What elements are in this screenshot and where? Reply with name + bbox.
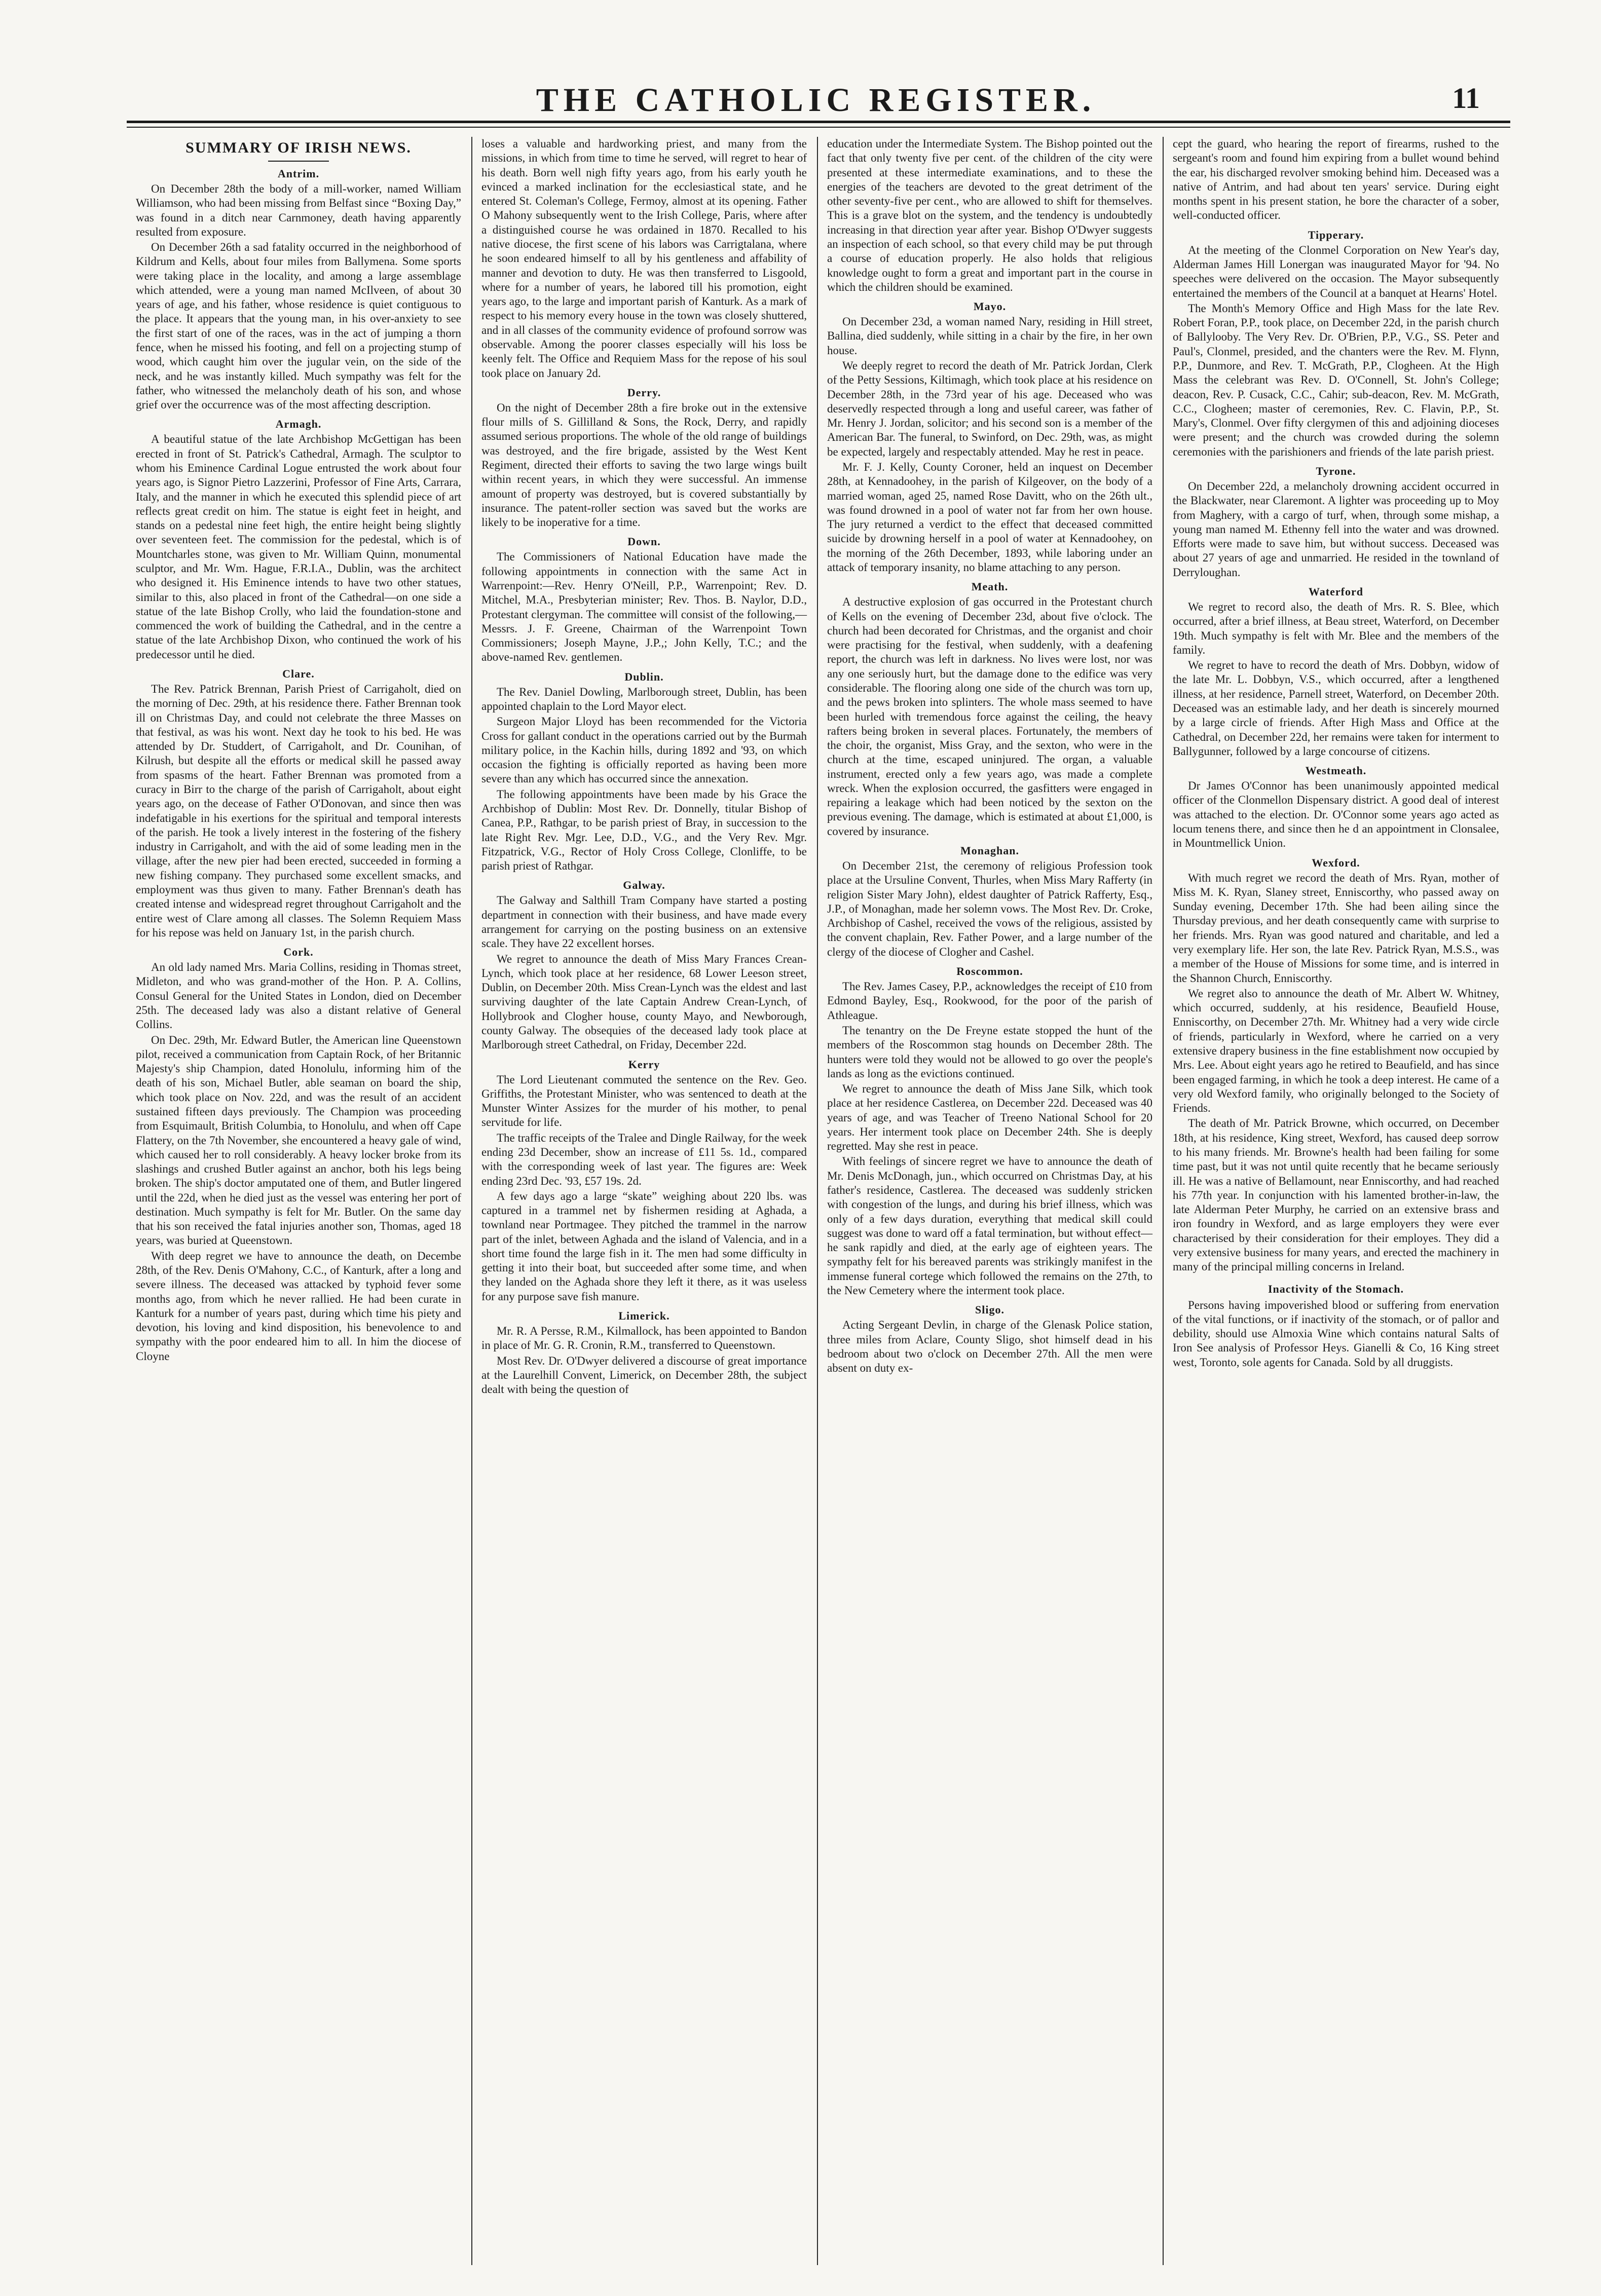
masthead-rule xyxy=(127,121,1510,123)
county-heading: Roscommon. xyxy=(956,965,1023,978)
news-paragraph: On Dec. 29th, Mr. Edward Butler, the American line Queenstown pilot, received a communication from Captain Rock, of her Britannic Majesty's ship Champion, dated Honolulu, informing him of the death of his son, Michael Butler, able seaman on board the ship, which took place on Nov. 22d, and was the result of an accident sustained fifteen days previously. The Champion was proceeding from Esquimault, British Columbia, to Honolulu, and when off Cape Flattery, on the 7th November, she encountered a heavy gale of wind, which caused her to roll considerably. A heavy locker broke from its slashings and crushed Butler against an anchor, both his legs being broken. The ship's doctor amputated one of them, and Butler lingered until the 22d, when he died just as the vessel was entering her port of destination. Much sympathy is felt for Mr. Butler. On the same day that his son received the fatal injuries another son, Thomas, aged 18 years, was buried at Queenstown. xyxy=(136,1033,461,1247)
county-heading: Wexford. xyxy=(1312,856,1360,869)
news-paragraph: The Lord Lieutenant commuted the sentence on the Rev. Geo. Griffiths, the Protestant Minister, who was sentenced to death at the Munster Winter Assizes for the murder of his mother, to penal servitude for life. xyxy=(481,1073,807,1129)
news-paragraph: The Commissioners of National Education have made the following appointments in connection with the same Act in Warrenpoint:—Rev. Henry O'Neill, P.P., Warrenpoint; Rev. D. Mitchel, M.A., Presbyterian minister; Rev. Thos. B. Naylor, D.D., Protestant clergyman. The committee will consist of the following,—Messrs. J. F. Greene, Chairman of the Warrenpoint Town Commissioners; Joseph Mayne, J.P.,; John Kelly, T.C.; and the above-named Rev. gentlemen. xyxy=(481,550,807,664)
news-paragraph: Mr. R. A Persse, R.M., Kilmallock, has been appointed to Bandon in place of Mr. G. R. Cronin, R.M., transferred to Queenstown. xyxy=(481,1325,807,1352)
news-paragraph: cept the guard, who hearing the report of firearms, rushed to the sergeant's room and found him expiring from a bullet wound behind the ear, his discharged revolver smoking behind him. Deceased was a native of Antrim, and had about ten years' service. During eight months spent in his present station, he bore the character of a sober, well-conducted officer. xyxy=(1173,137,1499,222)
column-2 xyxy=(472,137,818,2265)
news-paragraph: Most Rev. Dr. O'Dwyer delivered a discourse of great importance at the Laurelhill Convent, Limerick, on December 28th, the subject dealt with being the question of xyxy=(481,1354,807,1396)
news-paragraph: With much regret we record the death of Mrs. Ryan, mother of Miss M. K. Ryan, Slaney street, Enniscorthy, who passed away on Sunday evening, December 17th. She had been ailing since the Thursday previous, and her death consequently came with surprise to her friends. Mrs. Ryan was good natured and charitable, and led a very exemplary life. Her son, the late Rev. Patrick Ryan, M.S.S., was a member of the House of Missions for some time, and is interred in the Shannon Church, Enniscorthy. xyxy=(1173,871,1499,985)
county-section-cork xyxy=(136,945,461,1364)
news-paragraph: The traffic receipts of the Tralee and Dingle Railway, for the week ending 23d December, show an increase of £11 5s. 1d., compared with the corresponding week of last year. The figures are: Week ending 23rd Dec. '93, £57 19s. 2d. xyxy=(481,1131,807,1187)
news-paragraph: loses a valuable and hardworking priest, and many from the missions, in which from time to time he served, will regret to hear of his death. Born well nigh fifty years ago, from his early youth he evinced a marked inclination for the ecclesiastical state, and he entered St. Coleman's College, Fermoy, almost at its opening. Father O Mahony subsequently went to the Irish College, Paris, where after a distinguished course he was ordained in 1870. Recalled to his native diocese, the first scene of his labors was Carrigtalana, where he soon endeared himself to all by his gentleness and affability of manner and devotion to duty. He was then transferred to Lisgoold, where for a number of years, he labored till his promotion, eight years ago, to the large and important parish of Kanturk. As a mark of respect to his memory every house in the town was closely shuttered, and in all classes of the community evidence of profound sorrow was observable. Among the poorer classes especially will his loss be keenly felt. The Office and Requiem Mass for the repose of his soul took place on January 2d. xyxy=(481,137,807,380)
section-title-rule xyxy=(268,161,329,162)
news-paragraph: On December 22d, a melancholy drowning accident occurred in the Blackwater, near Claremont. A lighter was proceeding up to Moy from Maghery, with a cargo of turf, when, through some mishap, a young man named M. Ethenny fell into the water and was drowned. Efforts were made to save him, but without success. Deceased was about 27 years of age and unmarried. He resided in the townland of Derryloughan. xyxy=(1173,480,1499,579)
news-paragraph: A destructive explosion of gas occurred in the Protestant church of Kells on the evening of December 23d, about five o'clock. The church had been decorated for Christmas, and the organist and choir were practising for the festival, when suddenly, with a deafening report, the church was left in darkness. No lives were lost, nor was any one seriously hurt, but the damage done to the edifice was very considerable. The flooring along one side of the church was torn up, and the pews broken into splinters. The whole mass seemed to have been hurled with tremendous force against the ceiling, the heavy rafters being broken in several places. Fortunately, the members of the choir, the organist, Miss Gray, and the sexton, who were in the church at the time, escaped uninjured. The organ, a valuable instrument, erected only a few years ago, was made a complete wreck. When the explosion occurred, the gasfitters were engaged in repairing a leakage which had been noticed by the sexton on the previous evening. The damage, which is estimated at about £1,000, is covered by insurance. xyxy=(827,595,1152,838)
news-paragraph: The Rev. Patrick Brennan, Parish Priest of Carrigaholt, died on the morning of Dec. 29th, at his residence there. Father Brennan took ill on Christmas Day, and could not celebrate the three Masses on that festival, as was his wont. Next day he took to his bed. He was attended by Dr. Studdert, of Carrigaholt, and Dr. Counihan, of Kilrush, but despite all the efforts or medical skill he passed away from spasms of the heart. Father Brennan was promoted from a curacy in Birr to the charge of the parish of Carrigaholt, about eight years ago, on the decease of Father O'Donovan, and since then was indefatigable in his exertions for the spiritual and temporal interests of the parish. He took a lively interest in the fostering of the fishery industry in Carrigaholt, and with the aid of some leading men in the village, after the new pier had been erected, succeeded in forming a new fishing company. They purchased some excellent smacks, and employment was thus given to many. Father Brennan's death has created intense and widespread regret throughout Carrigaholt and the entire west of Clare among all classes. The Solemn Requiem Mass for his repose was held on January 1st, in the parish church. xyxy=(136,683,461,939)
county-section-dublin xyxy=(481,670,807,874)
county-section-roscommon xyxy=(827,964,1152,1298)
county-heading: Limerick. xyxy=(618,1309,670,1323)
county-section-sligo xyxy=(827,1303,1152,1375)
county-heading: Waterford xyxy=(1309,585,1363,598)
news-paragraph: Surgeon Major Lloyd has been recommended for the Victoria Cross for gallant conduct in the operations carried out by the Burmah military police, in the Kachin hills, during 1892 and '93, on which occasion the fighting is officially reported as having been more severe than any which has occurred since the annexation. xyxy=(481,715,807,785)
county-section-meath xyxy=(827,580,1152,839)
county-section-kerry xyxy=(481,1058,807,1304)
news-paragraph: The Galway and Salthill Tram Company have started a posting department in connection with their business, and have made every arrangement for carrying on the posting business on an extensive scale. They have 22 excellent horses. xyxy=(481,894,807,950)
news-paragraph: On December 23d, a woman named Nary, residing in Hill street, Ballina, died suddenly, while sitting in a chair by the fire, in her own house. xyxy=(827,315,1152,357)
masthead-rule-thin xyxy=(127,127,1510,128)
news-paragraph: education under the Intermediate System. The Bishop pointed out the fact that only twenty five per cent. of the children of the city were presented at these intermediate examinations, and to these the energies of the teachers are devoted to the great detriment of the other seventy-five per cent., who are allowed to shift for themselves. This is a grave blot on the system, and the tendency is undoubtedly increasing in that direction year after year. Bishop O'Dwyer suggests an inspection of each school, so that every child may be put through a course of education properly. He also holds that religious knowledge ought to form a great and important part in the course in which the children should be examined. xyxy=(827,137,1152,293)
news-paragraph: On December 28th the body of a mill-worker, named William Williamson, who had been missing from Belfast since “Boxing Day,” was found in a ditch near Carnmoney, death having apparently resulted from exposure. xyxy=(136,182,461,238)
county-section-monaghan xyxy=(827,844,1152,959)
county-heading: Meath. xyxy=(971,580,1009,593)
column-4 xyxy=(1164,137,1509,2265)
news-paragraph: On the night of December 28th a fire broke out in the extensive flour mills of S. Gillilland & Sons, the Rock, Derry, and rapidly assumed serious proportions. The whole of the old range of buildings was destroyed, and the fire brigade, assisted by the West Kent Regiment, directed their efforts to saving the two large wings built within recent years, in which they were successful. An immense amount of property was destroyed, but is covered substantially by insurance. The patent-roller section was saved but the works are likely to be inoperative for a time. xyxy=(481,401,807,529)
county-heading: Westmeath. xyxy=(1305,764,1367,777)
county-heading: Tipperary. xyxy=(1308,228,1364,241)
news-paragraph: A few days ago a large “skate” weighing about 220 lbs. was captured in a trammel net by fishermen residing at Aghada, a townland near Portmagee. They pitched the trammel in the narrow part of the inlet, between Aghada and the island of Valencia, and in a short time found the large fish in it. The men had some difficulty in getting it into their boat, but succeeded after some time, and when they landed on the Aghada shore they left it there, as it was useless for any purpose save fish manure. xyxy=(481,1189,807,1303)
news-paragraph: With feelings of sincere regret we have to announce the death of Mr. Denis McDonagh, jun., which occurred on Christmas Day, at his father's residence, Castlerea. The deceased was suddenly stricken with congestion of the lungs, and during his brief illness, which was only of a few days duration, everything that medical skill could suggest was done to ward off a fatal termination, but without effect—he sank rapidly and died, at the early age of eighteen years. The sympathy felt for his bereaved parents was strikingly manifest in the immense funeral cortege which followed the remains on the 27th, to the New Cemetery where the interment took place. xyxy=(827,1155,1152,1297)
news-paragraph: We deeply regret to record the death of Mr. Patrick Jordan, Clerk of the Petty Sessions, Kiltimagh, which took place at his residence on December 28th, in the 73rd year of his age. Deceased who was deservedly respected through a long and useful career, was father of Mr. Henry J. Jordan, solicitor; and his second son is a member of the American Bar. The funeral, to Swinford, on Dec. 29th, was, as might be expected, largely and respectably attended. May he rest in peace. xyxy=(827,359,1152,458)
county-heading: Armagh. xyxy=(275,418,322,431)
news-paragraph: We regret to have to record the death of Mrs. Dobbyn, widow of the late Mr. L. Dobbyn, V.S., which occurred, after a lengthened illness, at her residence, Parnell street, Waterford, on December 20th. Deceased was an estimable lady, and her death is sincerely mourned by a large circle of friends. After High Mass and Office at the Cathedral, on December 22d, her remains were taken for interment to Ballygunner, followed by a large concourse of citizens. xyxy=(1173,659,1499,758)
county-section-galway xyxy=(481,878,807,1052)
county-heading: Sligo. xyxy=(975,1303,1004,1316)
county-heading: Tyrone. xyxy=(1316,464,1356,477)
news-paragraph: We regret also to announce the death of Mr. Albert W. Whitney, which occurred, suddenly, at his residence, Beaufield House, Enniscorthy, on December 27th. Mr. Whitney had a very wide circle of friends, particularly in Wexford, where he carried on a very extensive drapery business in the fine establishment now occupied by Mrs. Lee. About eight years ago he retired to Beaufield, and has since been engaged farming, in which he took a deep interest. He came of a very old Wexford family, who originally belonged to the Society of Friends. xyxy=(1173,987,1499,1115)
county-section-tyrone xyxy=(1173,464,1499,580)
news-paragraph: We regret to announce the death of Miss Jane Silk, which took place at her residence Castlerea, on December 22d. Deceased was 40 years of age, and was Teacher of Treeno National School for 20 years. Her interment took place on December 24th. She is deeply regretted. May she rest in peace. xyxy=(827,1082,1152,1153)
county-section-wexford xyxy=(1173,856,1499,1274)
advertisement-title: Inactivity of the Stomach. xyxy=(1268,1283,1404,1296)
county-heading: Monaghan. xyxy=(960,844,1019,857)
news-paragraph: Acting Sergeant Devlin, in charge of the Glenask Police station, three miles from Aclare, County Sligo, shot himself dead in his bedroom about two o'clock on December 27th. All the men were absent on duty ex- xyxy=(827,1319,1152,1375)
news-paragraph: The Rev. James Casey, P.P., acknowledges the receipt of £10 from Edmond Bayley, Esq., Rookwood, for the poor of the parish of Athleague. xyxy=(827,980,1152,1022)
news-paragraph: On December 26th a sad fatality occurred in the neighborhood of Kildrum and Kells, about four miles from Ballymena. Some sports were taking place in the locality, and among a large assemblage which attended, were a young man named McIlveen, of about 30 years of age, and his father, whose residence is quiet contiguous to the place. It appears that the young man, in his over-anxiety to see the first start of one of the races, was in the act of jumping a thorn fence, when he missed his footing, and fell on a projecting stump of wood, which caught him over the jugular vein, on the side of the neck, and he was instantly killed. Much sympathy was felt for the father, who witnessed the melancholy death of his son, and whose grief over the occurrence was of the most affecting description. xyxy=(136,241,461,411)
continued-section xyxy=(1173,137,1499,223)
continued-section xyxy=(481,137,807,381)
county-section-waterford xyxy=(1173,585,1499,759)
county-heading: Cork. xyxy=(283,946,314,959)
news-paragraph: Mr. F. J. Kelly, County Coroner, held an inquest on December 28th, at Kennadoohey, in the parish of Kilgeover, on the body of a married woman, aged 25, named Rose Davitt, who on the 26th ult., was found drowned in a pool of water not far from her own house. The jury returned a verdict to the effect that deceased committed suicide by drowning herself in a pool of water at Kennadoohey, on the morning of the 26th December, 1893, while laboring under an attack of temporary insanity, no blame attaching to any person. xyxy=(827,460,1152,574)
news-paragraph: The Rev. Daniel Dowling, Marlborough street, Dublin, has been appointed chaplain to the Lord Mayor elect. xyxy=(481,685,807,712)
county-section-antrim xyxy=(136,167,461,412)
news-paragraph: At the meeting of the Clonmel Corporation on New Year's day, Alderman James Hill Lonergan was inaugurated Mayor for '94. No speeches were delivered on the occasion. The Mayor subsequently entertained the members of the Council at a banquet at Hearns' Hotel. xyxy=(1173,243,1499,299)
county-heading: Antrim. xyxy=(277,167,320,180)
advertisement-text: Persons having impoverished blood or suffering from enervation of the vital functions, or if inactivity of the stomach, or of pallor and debility, should use Almoxia Wine which contains natural Salts of Iron See analysis of Professor Heys. Gianelli & Co, 16 King street west, Toronto, sole agents for Canada. Sold by all druggists. xyxy=(1173,1298,1499,1369)
county-section-down xyxy=(481,535,807,664)
news-paragraph: An old lady named Mrs. Maria Collins, residing in Thomas street, Midleton, and who was grand-mother of the Hon. P. A. Collins, Consul General for the United States in London, died on December 25th. The deceased lady was also a distant relative of General Collins. xyxy=(136,961,461,1031)
column-1 xyxy=(127,137,472,2265)
county-heading: Dublin. xyxy=(624,670,664,683)
news-paragraph: A beautiful statue of the late Archbishop McGettigan has been erected in front of St. Patrick's Cathedral, Armagh. The sculptor to whom his Eminence Cardinal Logue entrusted the work about four years ago, is Signor Pietro Lazzerini, Professor of Fine Arts, Carrara, Italy, and the manner in which he executed this splendid piece of art reflects great credit on him. The statue is eight feet in height, and stands on a pedestal nine feet high, the entire height being slightly over seventeen feet. The commission for the pedestal, which is of Mountcharles stone, was given to Mr. William Quinn, monumental sculptor, and Mr. Wm. Hague, F.R.I.A., Dublin, was the architect who designed it. His Eminence intends to have two other statues, similar to this, also placed in front of the Cathedral—on one side a statue of the late Bishop Crolly, who laid the foundation-stone and commenced the work of building the Cathedral, and in the centre a statue of the late Archbishop Dixon, who continued the work of his predecessor until he died. xyxy=(136,433,461,661)
county-heading: Derry. xyxy=(627,386,661,399)
news-paragraph: We regret to record also, the death of Mrs. R. S. Blee, which occurred, after a brief illness, at Beau street, Waterford, on December 19th. Much sympathy is felt with Mr. Blee and the members of the family. xyxy=(1173,600,1499,656)
continued-section xyxy=(827,137,1152,294)
article-columns xyxy=(127,137,1510,2265)
news-paragraph: On December 21st, the ceremony of religious Profession took place at the Ursuline Convent, Thurles, when Miss Mary Rafferty (in religion Sister Mary John), eldest daughter of Patrick Rafferty, Esq., J.P., of Monaghan, made her solemn vows. The Most Rev. Dr. Croke, Archbishop of Cashel, received the vows of the religious, assisted by the convent chaplain, Rev. Father Power, and a large number of the clergy of the diocese of Clogher and Cashel. xyxy=(827,859,1152,958)
news-paragraph: We regret to announce the death of Miss Mary Frances Crean-Lynch, which took place at her residence, 68 Lower Leeson street, Dublin, on December 20th. Miss Crean-Lynch was the eldest and last surviving daughter of the late Captain Andrew Crean-Lynch, of Hollybrook and Clogher house, county Mayo, and Newborough, county Galway. The obsequies of the deceased lady took place at Marlborough street Cathedral, on Friday, December 22d. xyxy=(481,952,807,1051)
county-heading: Galway. xyxy=(623,879,665,892)
county-heading: Clare. xyxy=(282,667,315,680)
news-paragraph: With deep regret we have to announce the death, on Decembe 28th, of the Rev. Denis O'Mahony, C.C., of Kanturk, after a long and severe illness. The deceased was attacked by typhoid fever some months ago, from which he never rallied. He had been curate in Kanturk for a number of years past, during which time his piety and devotion, his loving and kind disposition, his benevolence to and sympathy with the poor endeared him to all. In him the diocese of Cloyne xyxy=(136,1249,461,1363)
county-section-derry xyxy=(481,386,807,530)
column-3 xyxy=(818,137,1164,2265)
news-paragraph: Dr James O'Connor has been unanimously appointed medical officer of the Clonmellon Dispensary district. A good deal of interest was attached to the election. Dr. O'Connor some years ago acted as locum tenens there, and since then he d an appointment in Clonsalee, in Mountmellick Union. xyxy=(1173,779,1499,850)
news-paragraph: The Month's Memory Office and High Mass for the late Rev. Robert Foran, P.P., took place, on December 22d, in the parish church of Ballylooby. The Very Rev. Dr. O'Brien, P.P., V.G., SS. Peter and Paul's, Clonmel, presided, and the chanters were the Rev. M. Flynn, P.P., Dunmore, and Rev. T. McGrath, P.P., Clogheen. At the High Mass the celebrant was Rev. D. O'Connell, St. John's College; deacon, Rev. P. Cusack, C.C., Cahir; sub-deacon, Rev. M. McGrath, C.C., Clogheen; master of ceremonies, Rev. C. Flavin, P.P., St. Mary's, Clonmel. Over fifty clergymen of this and adjoining dioceses were present; and the church was crowded during the solemn ceremonies with the parishioners and friends of the late parish priest. xyxy=(1173,302,1499,458)
county-section-tipperary xyxy=(1173,228,1499,459)
county-section-clare xyxy=(136,667,461,940)
newspaper-title: THE CATHOLIC REGISTER. xyxy=(536,82,1096,119)
county-section-limerick xyxy=(481,1309,807,1397)
county-heading: Kerry xyxy=(628,1058,660,1071)
county-section-mayo xyxy=(827,299,1152,575)
news-paragraph: The following appointments have been made by his Grace the Archbishop of Dublin: Most Rev. Dr. Donnelly, titular Bishop of Canea, P.P., Rathgar, to be parish priest of Bray, in succession to the late Right Rev. Mgr. Lee, D.D., V.G., and the Very Rev. Mgr. Fitzpatrick, V.G., Rector of Holy Cross College, Clonliffe, to be parish priest of Rathgar. xyxy=(481,787,807,873)
news-paragraph: The death of Mr. Patrick Browne, which occurred, on December 18th, at his residence, King street, Wexford, has caused deep sorrow to his many friends. Mr. Browne's health had been failing for some time past, but it was not until quite recently that he became seriously ill. He was a native of Bellamount, near Enniscorthy, and had reached his 77th year. In conjunction with his lamented brother-in-law, the late Alderman Peter Murphy, he carried on an extensive brass and iron foundry in Wexford, and as large employers they were ever characterised by their consideration for their employes. They did a very extensive business for many years, and erected the machinery in many of the principal milling concerns in Ireland. xyxy=(1173,1117,1499,1273)
masthead xyxy=(132,76,1500,117)
county-heading: Down. xyxy=(627,535,661,548)
section-title: SUMMARY OF IRISH NEWS. xyxy=(185,139,412,156)
news-paragraph: The tenantry on the De Freyne estate stopped the hunt of the members of the Roscommon stag hounds on December 28th. The hunters were told they would not be allowed to go over the people's lands as long as the evictions continued. xyxy=(827,1024,1152,1080)
county-section-armagh xyxy=(136,417,461,662)
county-heading: Mayo. xyxy=(973,300,1007,313)
page-number: 11 xyxy=(1452,82,1480,115)
county-section-westmeath xyxy=(1173,764,1499,850)
